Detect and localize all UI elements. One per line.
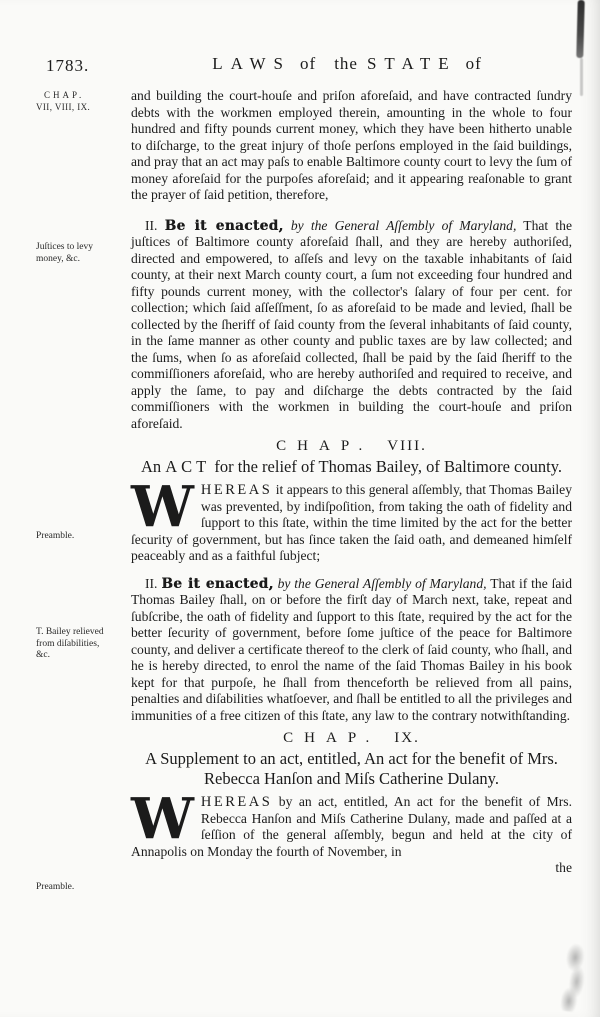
chapter-label: CHAP. xyxy=(276,438,374,454)
chapter-9-act-title: A Supplement to an act, entitled, An act for the benefit of Mrs. Rebecca Hanſon and Miſs Catherine Dulany. xyxy=(145,749,558,788)
chapter-number: VIII. xyxy=(387,438,427,454)
ink-smudge-bottom-right xyxy=(560,943,590,1013)
whereas-lead: HEREAS xyxy=(200,482,273,498)
act-title-rest: for the relief of Thomas Bailey, of Baltimore county. xyxy=(214,457,563,476)
chapter-9-heading xyxy=(131,729,572,747)
preamble-body-text: by an act, entitled, An act for the benefit of Mrs. Rebecca Hanſon and Miſs Catherine Dulany, made and paſſed at a ſeſſion of the general aſſembly, begun and held at the city of Annapolis on Monday the fourth of November, in xyxy=(131,794,572,859)
running-title-of1: of xyxy=(300,54,317,73)
running-title-of2: of xyxy=(465,54,482,73)
drop-cap-w: W xyxy=(131,786,194,852)
margin-note-chapters-numbers: VII, VIII, IX. xyxy=(36,101,91,112)
paragraph-chap9-preamble xyxy=(131,786,572,860)
section-number: II. xyxy=(145,575,158,591)
paragraph-chap7-section2 xyxy=(131,218,572,433)
margin-note-preamble-chap9: Preamble. xyxy=(36,882,75,892)
chapter-8-heading xyxy=(131,437,572,455)
enacting-authority-text: by the General Aſſembly of Maryland, xyxy=(290,217,517,233)
running-title-the: the xyxy=(334,54,358,73)
whereas-lead: HEREAS xyxy=(200,794,273,810)
text-column xyxy=(131,88,572,877)
section-number: II. xyxy=(145,217,158,233)
running-title xyxy=(131,54,572,74)
running-title-state: STATE xyxy=(366,54,457,73)
margin-note-chapters xyxy=(36,90,128,113)
chapter-label: CHAP. xyxy=(283,730,381,746)
running-title-laws: LAWS xyxy=(212,54,292,73)
margin-note-chapters-label: CHAP. xyxy=(44,90,85,100)
margin-note-preamble-chap8: Preamble. xyxy=(36,531,75,541)
preamble-body-text: it appears to this general aſſembly, that Thomas Bailey was prevented, by indiſpoſition, from taking the oath of fidelity and ſupport to this ſtate, within the time limited by the act for the better ſecurity of government, but has ſince taken the ſaid oath, and demeaned himſelf peaceably and as a faithful ſubject; xyxy=(131,482,572,563)
ink-smudge-top-right xyxy=(576,0,585,58)
section-body-text: That the juſtices of Baltimore county aforeſaid ſhall, and they are hereby authoriſed, directed and empowered, to aſſeſs and levy on the taxable inhabitants of ſaid county, at their next March county court, a ſum not exceeding four hundred and fifty pounds current money, with the collector's ſalary of four per cent. for collection; which ſaid aſſeſſment, ſo as aforeſaid to be made and levied, ſhall be collected by the ſheriff of ſaid county from the ſeveral inhabitants of ſaid county, in the ſame manner as other county and public taxes are by law collected; and the ſums, when ſo as aforeſaid collected, ſhall be paid by the ſaid ſheriff to the commiſſioners aforeſaid, who are hereby authoriſed and required to receive, and apply the ſame, to pay and diſcharge the debts contracted by the ſaid commiſſioners with the workmen in building the court-houſe and priſon aforeſaid. xyxy=(131,217,572,431)
paragraph-chap8-section2 xyxy=(131,576,572,725)
be-it-enacted-text: Be it enacted, xyxy=(164,217,284,234)
act-title-prefix: An xyxy=(140,457,162,476)
page-year: 1783. xyxy=(46,56,90,75)
margin-note-bailey-relieved: T. Bailey relieved from diſabilities, &c. xyxy=(36,627,104,660)
chapter-8-act-title xyxy=(131,457,572,477)
margin-note-justices-levy: Juſtices to levy money, &c. xyxy=(36,242,93,264)
chapter-number: IX. xyxy=(394,730,420,746)
drop-cap-w: W xyxy=(131,474,194,540)
section-body-text: That if the ſaid Thomas Bailey ſhall, on or before the firſt day of March next, take, repeat and ſubſcribe, the oath of fidelity and ſupport to this ſtate, required by the act for the better ſecurity of government, before ſome juſtice of the peace for Baltimore county, and deliver a certificate thereof to the clerk of ſaid county, who ſhall, and he is hereby directed, to enrol the name of the ſaid Thomas Bailey in his book kept for that purpoſe, he ſhall from thenceforth be relieved from all pains, penalties and diſabilities whatſoever, and ſhall be entitled to all the privileges and immunities of a free citizen of this ſtate, any law to the contrary notwithſtanding. xyxy=(131,575,572,723)
enacting-authority-text: by the General Aſſembly of Maryland, xyxy=(277,575,487,591)
act-word: ACT xyxy=(165,457,211,476)
be-it-enacted-text: Be it enacted, xyxy=(161,575,274,592)
catchword: the xyxy=(555,860,572,875)
ink-smudge-top-right-tail xyxy=(580,58,583,96)
paragraph-chap7-continuation: and building the court-houſe and priſon aforeſaid, and have contracted ſundry debts with the workmen employed therein, amounting in the whole to four hundred and fifty pounds current money, which they have been hitherto unable to diſcharge, to the great injury of thoſe perſons employed in the ſaid buildings, and pray that an act may paſs to enable Baltimore county court to levy the ſum of money aforeſaid for the purpoſes aforeſaid; and it appearing reaſonable to grant the prayer of ſaid petition, therefore, xyxy=(131,88,572,202)
paragraph-chap8-preamble xyxy=(131,474,572,565)
